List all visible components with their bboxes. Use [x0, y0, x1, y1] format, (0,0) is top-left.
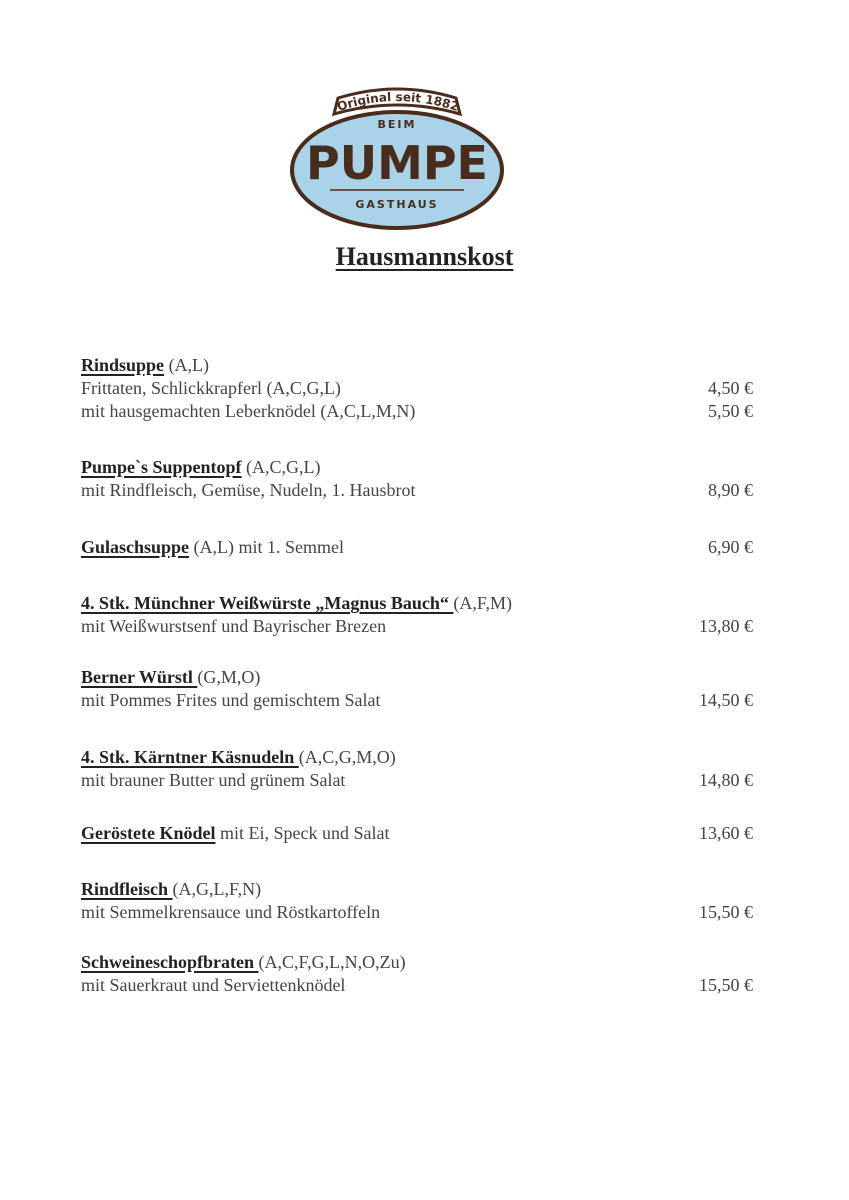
logo-banner-text: Original seit 1882 — [335, 89, 461, 114]
menu-item — [81, 822, 753, 845]
dish-price: 13,60 € — [699, 823, 753, 843]
restaurant-logo — [288, 84, 506, 232]
dish-price: 15,50 € — [699, 902, 753, 922]
dish-name: Rindfleisch — [81, 879, 173, 899]
dish-name: Pumpe`s Suppentopf — [81, 457, 242, 477]
dish-price: 14,80 € — [699, 770, 753, 790]
dish-name: Geröstete Knödel — [81, 823, 216, 843]
dish-description: mit Semmelkrensauce und Röstkartoffeln — [81, 902, 381, 922]
menu-item — [81, 666, 753, 712]
logo-name-text: PUMPE — [306, 136, 488, 190]
dish-price: 6,90 € — [708, 537, 753, 557]
menu-item — [81, 592, 753, 638]
dish-name: Gulaschsuppe — [81, 537, 190, 557]
dish-description: mit brauner Butter und grünem Salat — [81, 770, 346, 790]
menu-item — [81, 456, 753, 502]
allergen-codes: (A,L) mit 1. Semmel — [189, 537, 345, 557]
allergen-codes: mit Ei, Speck und Salat — [215, 823, 390, 843]
dish-description: Frittaten, Schlickkrapferl (A,C,G,L) — [81, 378, 341, 398]
menu-item — [81, 951, 753, 997]
dish-description: mit hausgemachten Leberknödel (A,C,L,M,N) — [81, 401, 416, 421]
logo-graphic — [288, 84, 506, 232]
menu-heading: Hausmannskost — [335, 242, 514, 271]
dish-price: 13,80 € — [699, 616, 753, 636]
dish-description: mit Sauerkraut und Serviettenknödel — [81, 975, 346, 995]
allergen-codes: (A,F,M) — [453, 593, 512, 613]
allergen-codes: (A,C,G,M,O) — [298, 747, 396, 767]
menu-item — [81, 746, 753, 792]
allergen-codes: (G,M,O) — [197, 667, 261, 687]
dish-name: Berner Würstl — [81, 667, 198, 687]
dish-name: 4. Stk. Kärntner Käsnudeln — [81, 747, 299, 767]
allergen-codes: (A,C,F,G,L,N,O,Zu) — [258, 952, 406, 972]
dish-price: 15,50 € — [699, 975, 753, 995]
logo-top-text: BEIM — [377, 118, 417, 131]
dish-price: 5,50 € — [708, 401, 753, 421]
dish-price: 8,90 € — [708, 480, 753, 500]
dish-name: Rindsuppe — [81, 355, 165, 375]
dish-name: Schweineschopfbraten — [81, 952, 259, 972]
menu-item — [81, 536, 753, 559]
allergen-codes: (A,L) — [164, 355, 210, 375]
dish-price: 4,50 € — [708, 378, 753, 398]
allergen-codes: (A,G,L,F,N) — [172, 879, 262, 899]
dish-name: 4. Stk. Münchner Weißwürste „Magnus Bauch“ — [81, 593, 454, 613]
dish-description: mit Weißwurstsenf und Bayrischer Brezen — [81, 616, 387, 636]
dish-description: mit Pommes Frites und gemischtem Salat — [81, 690, 381, 710]
menu-item — [81, 354, 753, 423]
logo-bottom-text: GASTHAUS — [355, 198, 439, 211]
menu-item — [81, 878, 753, 924]
dish-price: 14,50 € — [699, 690, 753, 710]
dish-description: mit Rindfleisch, Gemüse, Nudeln, 1. Hausbrot — [81, 480, 416, 500]
allergen-codes: (A,C,G,L) — [241, 457, 321, 477]
